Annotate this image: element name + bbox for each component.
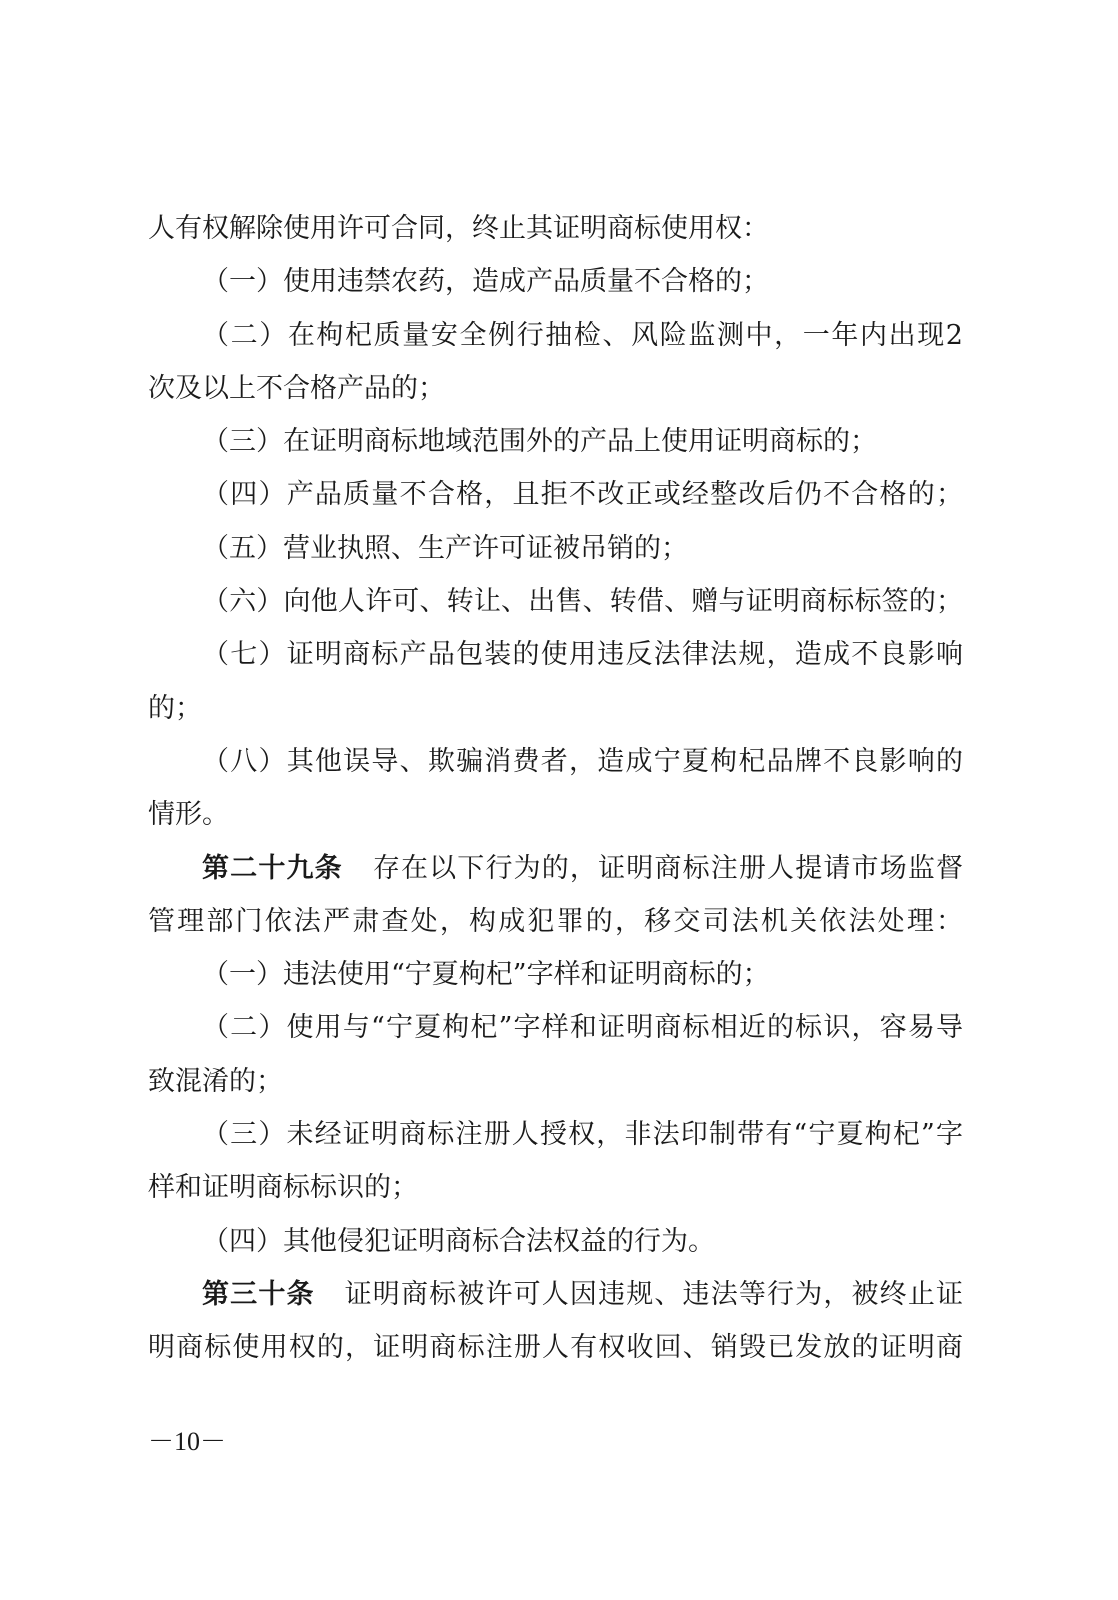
text-line: 管理部门依法严肃查处，构成犯罪的，移交司法机关依法处理： xyxy=(148,905,963,937)
list-item: （七）证明商标产品包装的使用违反法律法规，造成不良影响 xyxy=(202,639,963,671)
text-line: 明商标使用权的，证明商标注册人有权收回、销毁已发放的证明商 xyxy=(148,1332,963,1364)
list-item: （二）在枸杞质量安全例行抽检、风险监测中，一年内出现2 xyxy=(202,319,963,351)
article-paragraph xyxy=(148,1268,963,1321)
text-line: 致混淆的； xyxy=(148,1065,283,1097)
text-line: 的； xyxy=(148,692,202,724)
article-title: 第三十条 xyxy=(202,1278,315,1310)
text-line: 人有权解除使用许可合同，终止其证明商标使用权： xyxy=(148,213,769,244)
list-item: （三）在证明商标地域范围外的产品上使用证明商标的； xyxy=(202,426,877,458)
page-number: －10－ xyxy=(148,1427,227,1456)
article-title: 第二十九条 xyxy=(202,852,343,884)
text-line: 情形。 xyxy=(148,799,229,831)
article-text: 证明商标被许可人因违规、违法等行为，被终止证 xyxy=(344,1278,963,1310)
list-item: （五）营业执照、生产许可证被吊销的； xyxy=(202,532,688,564)
article-paragraph xyxy=(148,842,963,895)
list-item: （一）违法使用“宁夏枸杞”字样和证明商标的； xyxy=(202,959,770,991)
list-item: （二）使用与“宁夏枸杞”字样和证明商标相近的标识，容易导 xyxy=(202,1012,963,1044)
text-line: 次及以上不合格产品的； xyxy=(148,372,445,404)
list-item: （四）产品质量不合格，且拒不改正或经整改后仍不合格的； xyxy=(202,479,963,511)
list-item: （三）未经证明商标注册人授权，非法印制带有“宁夏枸杞”字 xyxy=(202,1119,963,1151)
document-body xyxy=(148,202,963,1375)
list-item: （四）其他侵犯证明商标合法权益的行为。 xyxy=(202,1225,715,1257)
list-item: （六）向他人许可、转让、出售、转借、赠与证明商标标签的； xyxy=(202,586,963,618)
list-item: （八）其他误导、欺骗消费者，造成宁夏枸杞品牌不良影响的 xyxy=(202,745,963,777)
article-text: 存在以下行为的，证明商标注册人提请市场监督 xyxy=(372,852,963,884)
list-item: （一）使用违禁农药，造成产品质量不合格的； xyxy=(202,266,769,298)
text-line: 样和证明商标标识的； xyxy=(148,1172,418,1204)
